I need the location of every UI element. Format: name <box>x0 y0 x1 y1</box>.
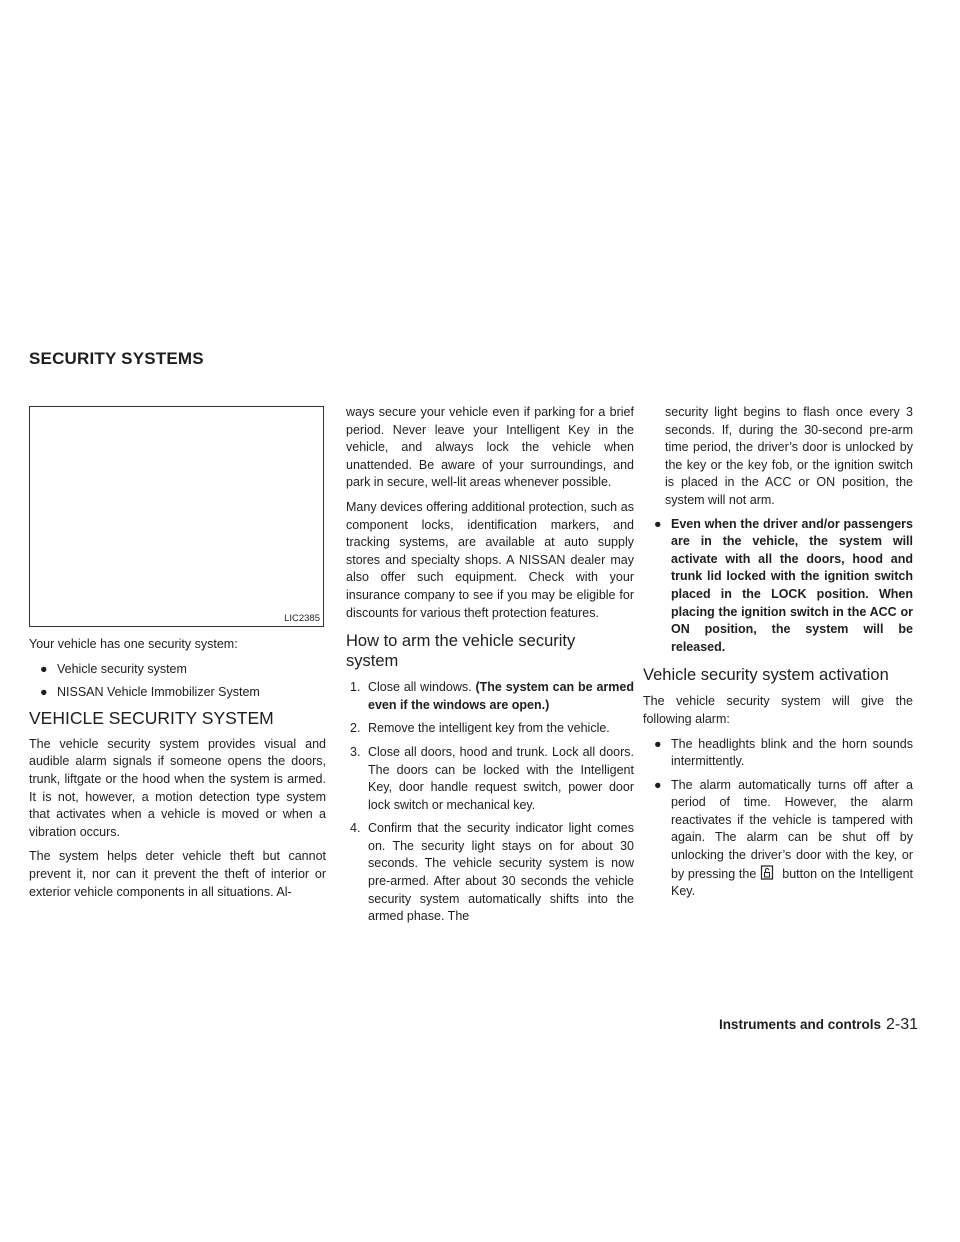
bullet-icon: ● <box>40 685 48 700</box>
list-item: ● Vehicle security system <box>29 661 326 679</box>
intro-text: Your vehicle has one security system: <box>29 637 238 651</box>
bullet-icon: ● <box>654 736 662 751</box>
paragraph: ways secure your vehicle even if parking for a brief period. Never leave your Intelligent Key in the vehicle, and always lock the vehicle when unattended. Be aware of your surroundings, and park in secure, well-lit areas whenever possible. <box>346 405 634 490</box>
section-title: SECURITY SYSTEMS <box>29 349 204 368</box>
step-item: 2. Remove the intelligent key from the vehicle. <box>350 721 610 736</box>
step-item: 1. Close all windows. (The system can be armed even if the windows are open.) <box>350 680 634 712</box>
bullet-icon: ● <box>40 661 48 676</box>
step-item: 3. Close all doors, hood and trunk. Lock all doors. The doors can be locked with the Intelligent Key, door handle request switch, power door lock switch or mechanical key. <box>350 744 634 812</box>
list-item: ● The headlights blink and the horn sounds intermittently. <box>654 736 913 769</box>
chapter-title: Instruments and controls <box>718 1017 881 1032</box>
activation-heading: Vehicle security system activation <box>643 666 889 685</box>
page-number: 2-31 <box>885 1016 918 1033</box>
paragraph: The vehicle security system provides visual and audible alarm signals if someone opens the doors, trunk, liftgate or the hood when the system is armed. It is not, however, a motion detection type system that activates when a vehicle is moved or when a vibration occurs. <box>29 736 326 839</box>
illustration-figure <box>29 406 324 627</box>
bullet-icon: ● <box>654 777 662 792</box>
figure-code: LIC2385 <box>284 613 320 624</box>
column-left <box>29 636 326 908</box>
page-footer <box>719 1016 918 1034</box>
column-middle <box>346 404 634 932</box>
bullet-icon: ● <box>654 516 662 531</box>
unlock-icon <box>760 865 774 880</box>
paragraph: The system helps deter vehicle theft but cannot prevent it, nor can it prevent the theft of interior or exterior vehicle components in all situations. Al- <box>29 849 326 899</box>
security-system-list <box>29 661 326 702</box>
warning-item: ● Even when the driver and/or passengers are in the vehicle, the system will activate with all the doors, hood and trunk lid locked with the ignition switch placed in the LOCK position. When placing the ignition switch in the ACC or ON position, the system will be released. <box>654 516 913 654</box>
how-to-arm-heading: How to arm the vehicle security system <box>346 632 576 671</box>
list-item: ● NISSAN Vehicle Immobilizer System <box>29 684 326 702</box>
alarm-list <box>643 736 913 901</box>
paragraph: Many devices offering additional protection, such as component locks, identification markers, and tracking systems, are available at auto supply stores and specialty shops. A NISSAN dealer may also offer such equipment. Check with your insurance company to see if you may be eligible for discounts for various theft protection features. <box>346 499 634 620</box>
vehicle-security-heading: VEHICLE SECURITY SYSTEM <box>29 707 274 728</box>
warning-list <box>643 516 913 657</box>
arming-steps <box>346 679 634 926</box>
step-item: 4. Confirm that the security indicator light comes on. The security light stays on for about 30 seconds. The vehicle security system is now pre-armed. After about 30 seconds the vehicle security system automatically shifts into the armed phase. The <box>350 821 634 924</box>
column-right <box>643 404 913 907</box>
step-continuation: security light begins to flash once every 3 seconds. If, during the 30-second pre-arm time period, the driver’s door is unlocked by the key or the key fob, or the ignition switch is placed in the ACC or ON position, the system will not arm. <box>665 405 913 507</box>
paragraph: The vehicle security system will give the following alarm: <box>643 694 913 726</box>
list-item: ● The alarm automatically turns off after a period of time. However, the alarm reactivates if the vehicle is tampered with again. The alarm can be shut off by unlocking the driver’s door with the key, or by pressing the button on the Intelligent Key. <box>654 777 913 899</box>
